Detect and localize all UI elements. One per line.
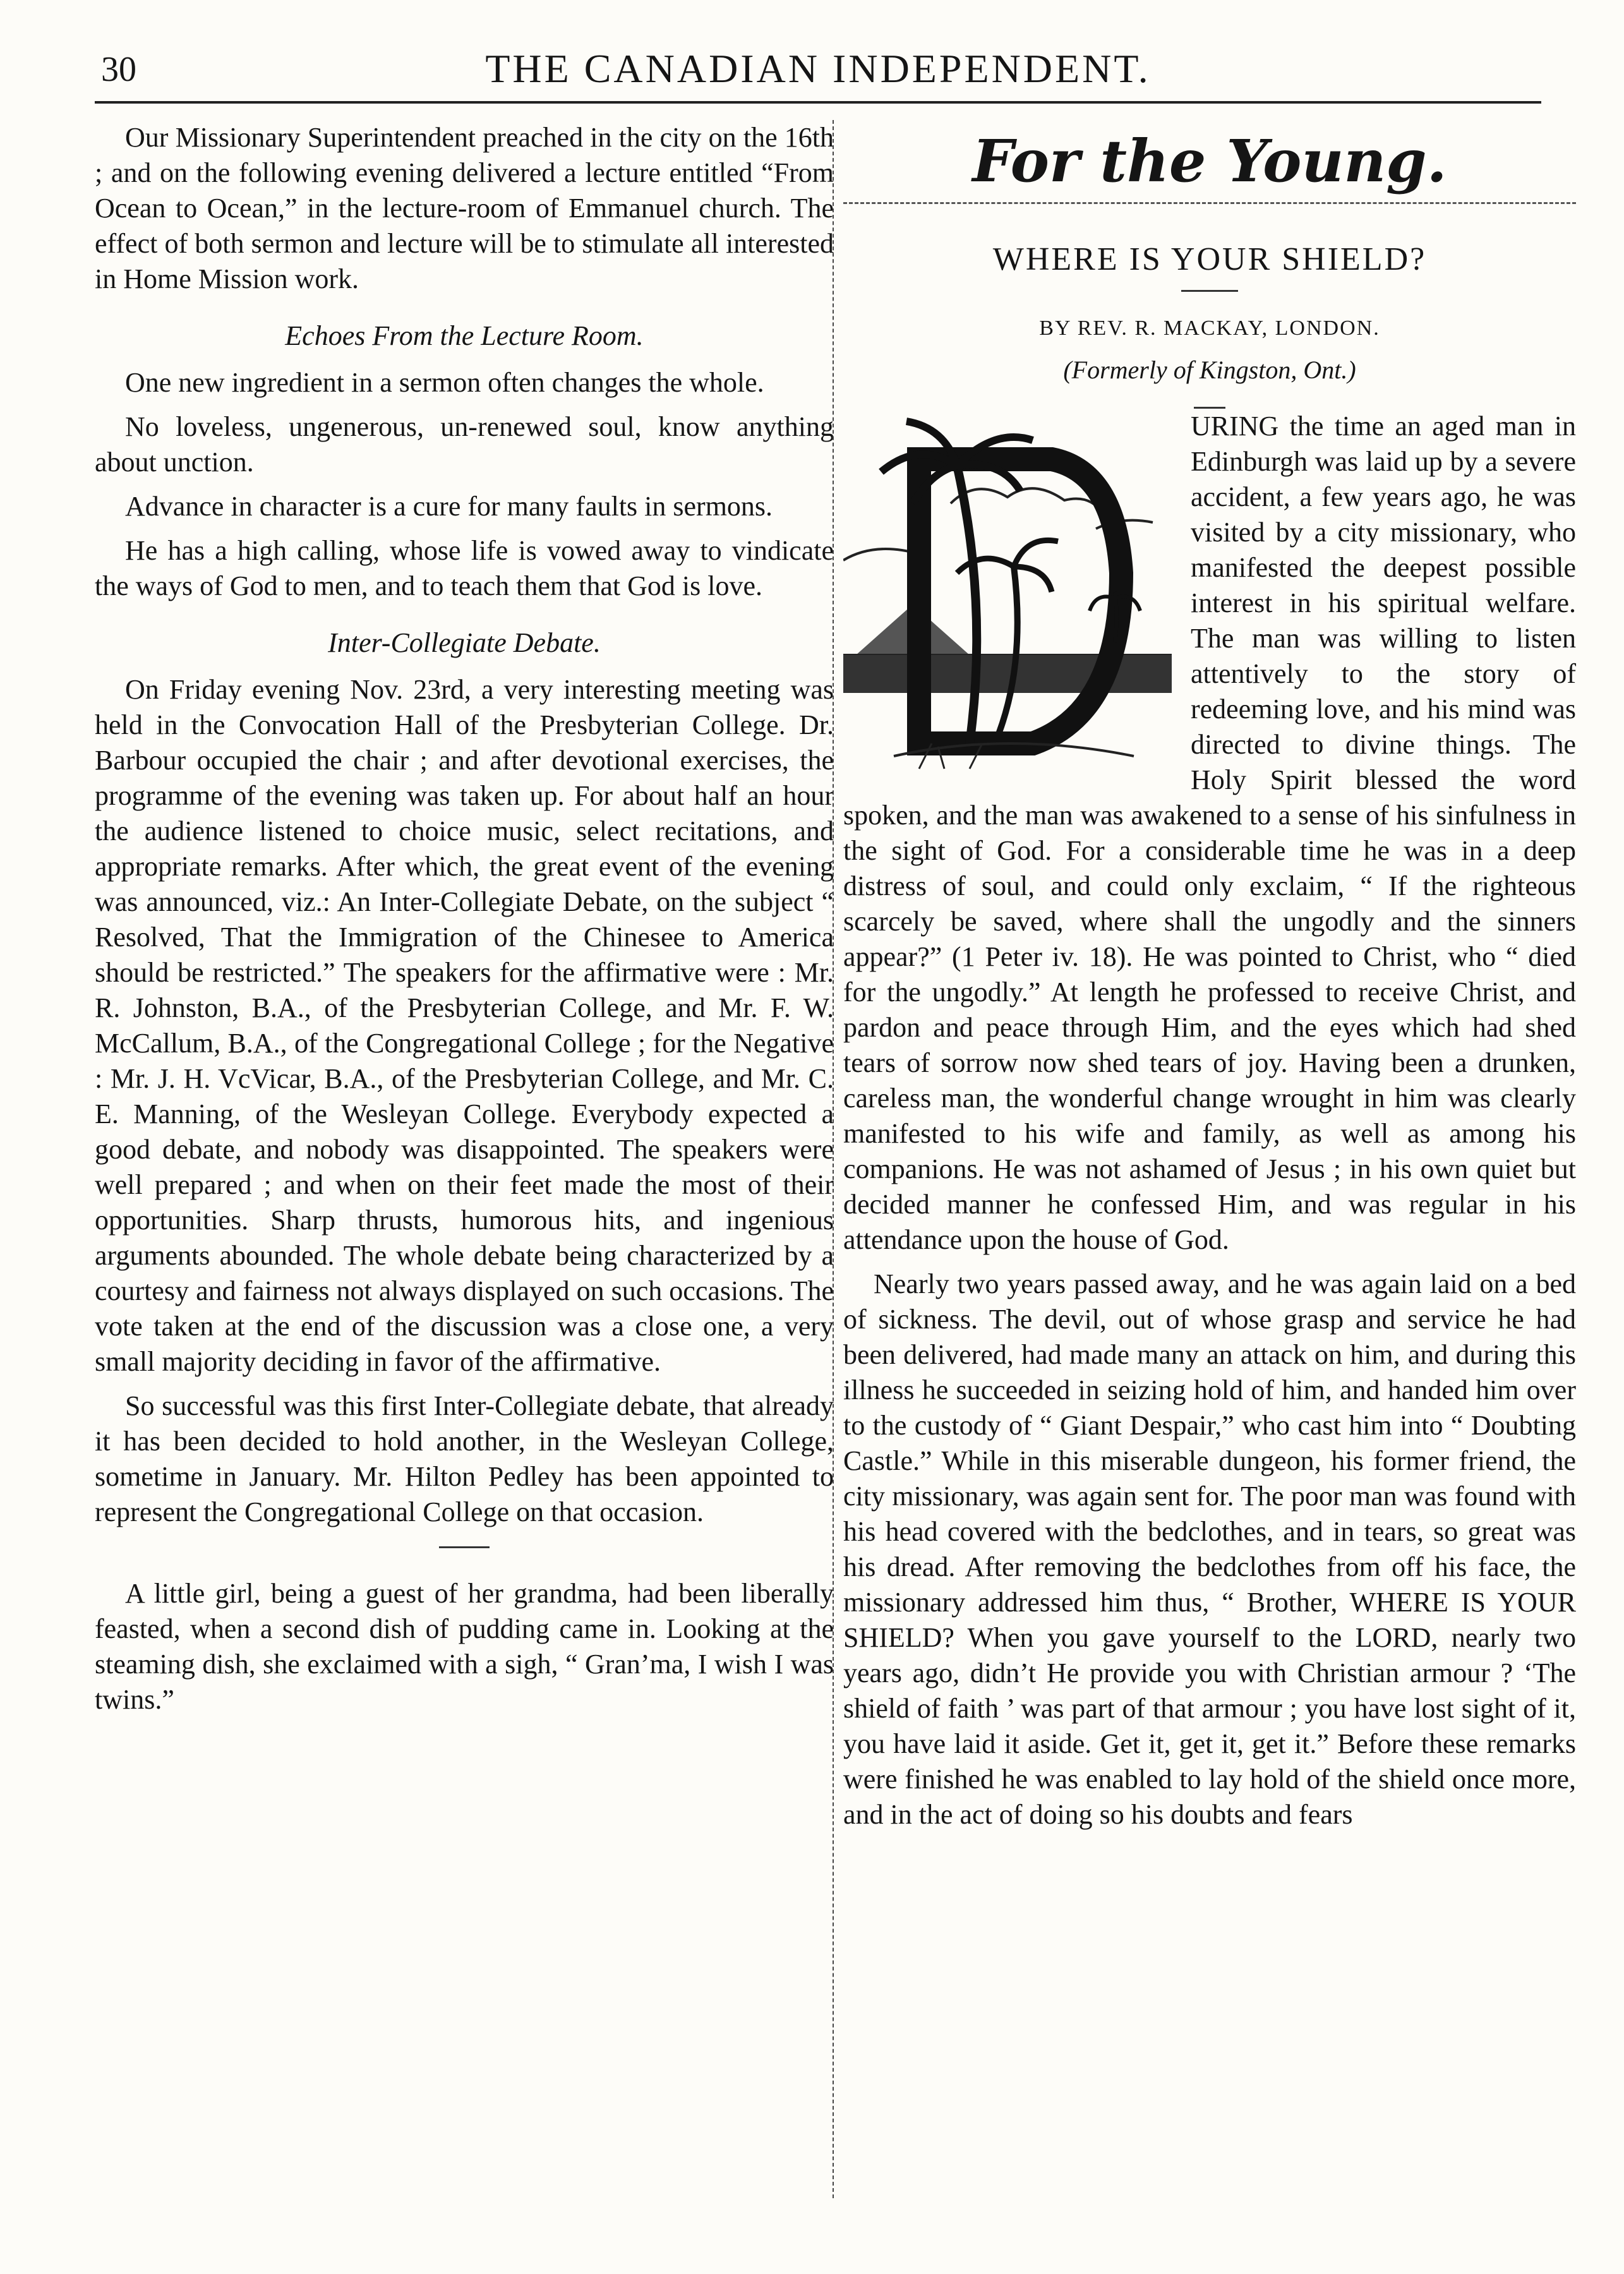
left-column [95,120,834,1726]
author-note: (Formerly of Kingston, Ont.) [1063,356,1356,384]
right-column [843,120,1576,1841]
running-header [95,44,1541,104]
echoes-heading: Echoes From the Lecture Room. [285,320,644,351]
title-rule [1181,290,1238,292]
palm-trees-dropcap-D-icon [843,415,1172,781]
echo-item: Advance in character is a cure for many faults in sermons. [125,491,773,522]
missionary-paragraph: Our Missionary Superintendent preached in the city on the 16th ; and on the following evening delivered a lecture entitled “From Ocean to Ocean,” in the lecture-room of Emmanuel church. The effect of both sermon and lecture will be to stimulate all interested in Home Mission work. [95,122,834,294]
debate-paragraph-2: So successful was this first Inter-Collegiate debate, that already it has been decided to hold another, in the Wesleyan College, sometime in January. Mr. Hilton Pedley has been appointed to represent the Congregational College on that occasion. [95,1390,834,1527]
echo-item: He has a high calling, whose life is vowed away to vindicate the ways of God to men, and to teach them that God is love. [95,535,834,601]
byline: BY REV. R. MACKAY, LONDON. [1039,316,1380,340]
section-title: For the Young. [972,127,1447,195]
echo-item: No loveless, ungenerous, un-renewed soul, know anything about unction. [95,411,834,478]
debate-paragraph: On Friday evening Nov. 23rd, a very interesting meeting was held in the Convocation Hall of the Presbyterian College. Dr. Barbour occupied the chair ; and after devotional exercises, the programme of the evening was taken up. For about half an hour the audience listened to choice music, select recitations, and appropriate remarks. After which, the great event of the evening was announced, viz.: An Inter-Collegiate Debate, on the subject “ Resolved, That the Immigration of the Chinesee to America should be restricted.” The speakers for the affirmative were : Mr. R. Johnston, B.A., of the Presbyterian College, and Mr. F. W. McCallum, B.A., of the Congregational College ; for the Negative : Mr. J. H. VcVicar, B.A., of the Presbyterian College, and Mr. C. E. Manning, of the Wesleyan College. Everybody expected a good debate, and nobody was disappointed. The speakers were well prepared ; and when on their feet made the most of their opportunities. Sharp thrusts, humorous hits, and ingenious arguments abounded. The whole debate being characterized by a courtesy and fairness not always displayed on such occasions. The vote taken at the end of the discussion was a close one, a very small majority deciding in favor of the affirmative. [95,674,834,1377]
story-paragraph-2: Nearly two years passed away, and he was again laid on a bed of sickness. The devil, out of whose grasp and service he had been delivered, had made many an attack on him, and during this illness he succeeded in seizing hold of him, and handed him over to the custody of “ Giant Despair,” who cast him into “ Doubting Castle.” While in this miserable dungeon, his former friend, the city missionary, was again sent for. The poor man was found with his head covered with the bedclothes, and in tears, so great was his dread. After removing the bedclothes from off his face, the missionary addressed him thus, “ Brother, WHERE IS YOUR SHIELD? When you gave yourself to the LORD, nearly two years ago, didn’t He provide you with Christian armour ? ‘The shield of faith ’ was part of that armour ; you have lost sight of it, you have laid it aside. Get it, get it, get it.” Before these remarks were finished he was enabled to lay hold of the shield once more, and in the act of doing so his doubts and fears [843,1268,1576,1830]
publication-title: THE CANADIAN INDEPENDENT. [485,46,1151,91]
story-title: WHERE IS YOUR SHIELD? [992,241,1427,277]
section-divider [439,1546,490,1548]
dashed-rule [843,202,1576,204]
anecdote-paragraph: A little girl, being a guest of her grandma, had been liberally feasted, when a second dish of pudding came in. Looking at the steaming dish, she exclaimed with a sigh, “ Gran’ma, I wish I was twins.” [95,1578,834,1715]
page-number: 30 [101,50,136,89]
echo-item: One new ingredient in a sermon often changes the whole. [125,367,764,398]
column-divider [833,120,834,2198]
story-paragraph-1: URING the time an aged man in Edinburgh was laid up by a severe accident, a few years ago, he was visited by a city missionary, who manifested the deepest possible interest in his spiritual welfare. The man was willing to listen attentively to the story of redeeming love, and his mind was directed to divine things. The Holy Spirit blessed the word spoken, and the man was awakened to a sense of his sinfulness in the sight of God. For a considerable time he was in a deep distress of soul, and could only exclaim, “ If the righteous scarcely be saved, where shall the ungodly and the sinners appear?” (1 Peter iv. 18). He was pointed to Christ, who “ died for the ungodly.” At length he professed to receive Christ, and pardon and peace through Him, and the eyes which had shed tears of sorrow now shed tears of joy. Having been a drunken, careless man, the wonderful change wrought in him was clearly manifested to his wife and family, as well as among his companions. He was not ashamed of Jesus ; in his own quiet but decided manner he confessed Him, and was regular in his attendance upon the house of God. [843,411,1576,1255]
debate-heading: Inter-Collegiate Debate. [328,627,601,658]
